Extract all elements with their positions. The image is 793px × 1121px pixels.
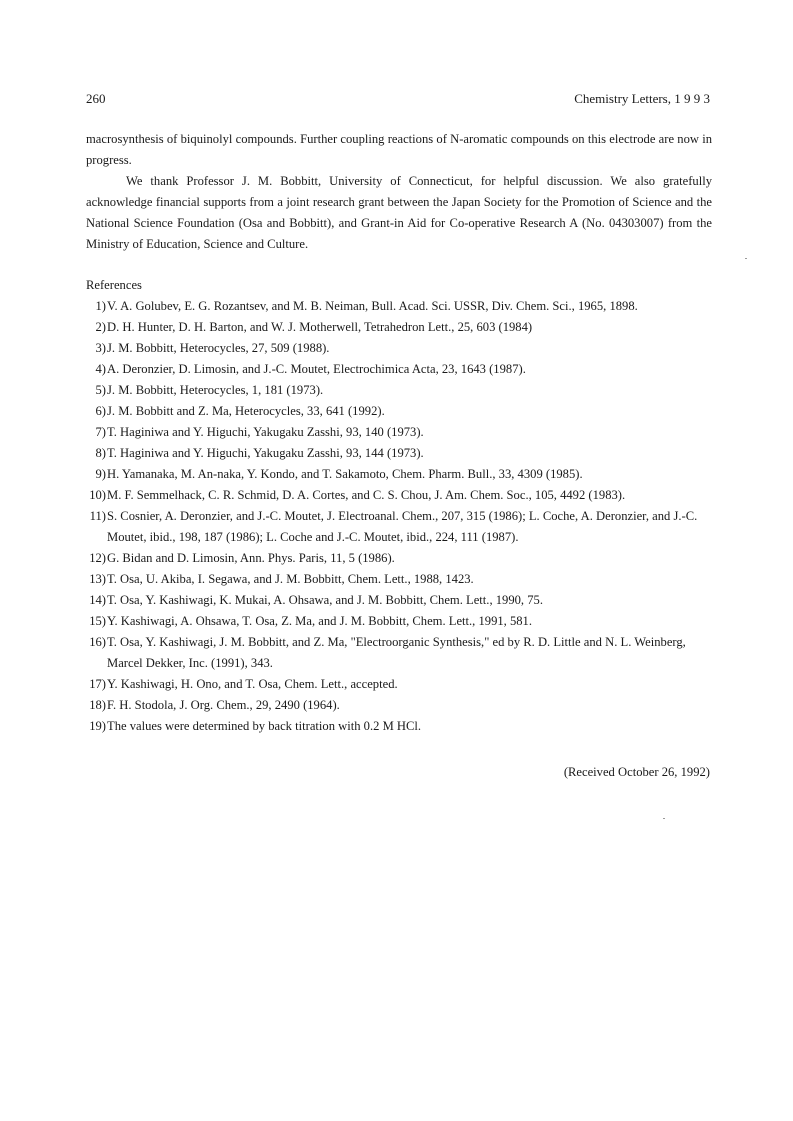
reference-text: J. M. Bobbitt and Z. Ma, Heterocycles, 33, 641 (1992). bbox=[107, 404, 385, 418]
reference-item bbox=[86, 695, 716, 716]
reference-item bbox=[86, 317, 716, 338]
reference-item bbox=[86, 296, 716, 317]
reference-item bbox=[86, 443, 716, 464]
page-number: 260 bbox=[86, 91, 106, 106]
reference-text: F. H. Stodola, J. Org. Chem., 29, 2490 (1964). bbox=[107, 698, 340, 712]
reference-number: 18) bbox=[89, 698, 106, 712]
reference-text: G. Bidan and D. Limosin, Ann. Phys. Paris, 11, 5 (1986). bbox=[107, 551, 395, 565]
reference-number: 3) bbox=[95, 341, 106, 355]
reference-item bbox=[86, 464, 716, 485]
reference-number: 19) bbox=[89, 719, 106, 733]
reference-text: T. Haginiwa and Y. Higuchi, Yakugaku Zasshi, 93, 144 (1973). bbox=[107, 446, 424, 460]
reference-text: T. Haginiwa and Y. Higuchi, Yakugaku Zasshi, 93, 140 (1973). bbox=[107, 425, 424, 439]
references-heading: References bbox=[86, 278, 142, 292]
reference-list bbox=[86, 296, 716, 737]
scan-speck bbox=[745, 258, 747, 259]
reference-number: 12) bbox=[89, 551, 106, 565]
reference-item bbox=[86, 485, 716, 506]
reference-text: T. Osa, U. Akiba, I. Segawa, and J. M. Bobbitt, Chem. Lett., 1988, 1423. bbox=[107, 572, 474, 586]
reference-item bbox=[86, 359, 716, 380]
reference-item bbox=[86, 569, 716, 590]
reference-text: Y. Kashiwagi, H. Ono, and T. Osa, Chem. Lett., accepted. bbox=[107, 677, 398, 691]
reference-item bbox=[86, 632, 716, 674]
reference-number: 7) bbox=[95, 425, 106, 439]
reference-text: S. Cosnier, A. Deronzier, and J.-C. Moutet, J. Electroanal. Chem., 207, 315 (1986); L. Coche, A. Deronzier, and J.-C. Moutet, ibid., 198, 187 (1986); L. Coche and J.-C. Moutet, ibid., 224, 111 (1987). bbox=[107, 509, 698, 544]
reference-item bbox=[86, 401, 716, 422]
reference-item bbox=[86, 338, 716, 359]
reference-text: V. A. Golubev, E. G. Rozantsev, and M. B. Neiman, Bull. Acad. Sci. USSR, Div. Chem. Sci., 1965, 1898. bbox=[107, 299, 638, 313]
reference-text: Y. Kashiwagi, A. Ohsawa, T. Osa, Z. Ma, and J. M. Bobbitt, Chem. Lett., 1991, 581. bbox=[107, 614, 533, 628]
reference-item bbox=[86, 674, 716, 695]
acknowledgement-paragraph: We thank Professor J. M. Bobbitt, University of Connecticut, for helpful discussion. We also gratefully acknowledge financial supports from a joint research grant between the Japan Society for the Promotion of Science and the National Science Foundation (Osa and Bobbitt), and Grant-in Aid for Co-operative Research A (No. 04303007) from the Ministry of Education, Science and Culture. bbox=[86, 174, 712, 251]
received-date: (Received October 26, 1992) bbox=[563, 765, 710, 779]
reference-item bbox=[86, 611, 716, 632]
reference-item bbox=[86, 422, 716, 443]
reference-item bbox=[86, 590, 716, 611]
reference-number: 5) bbox=[95, 383, 106, 397]
reference-number: 10) bbox=[89, 488, 106, 502]
reference-text: A. Deronzier, D. Limosin, and J.-C. Moutet, Electrochimica Acta, 23, 1643 (1987). bbox=[107, 362, 526, 376]
reference-number: 16) bbox=[89, 635, 106, 649]
reference-text: J. M. Bobbitt, Heterocycles, 1, 181 (1973). bbox=[107, 383, 324, 397]
body-text bbox=[86, 129, 712, 255]
reference-text: T. Osa, Y. Kashiwagi, K. Mukai, A. Ohsawa, and J. M. Bobbitt, Chem. Lett., 1990, 75. bbox=[107, 593, 543, 607]
reference-number: 4) bbox=[95, 362, 106, 376]
reference-item bbox=[86, 380, 716, 401]
reference-number: 13) bbox=[89, 572, 106, 586]
reference-number: 1) bbox=[95, 299, 106, 313]
reference-item bbox=[86, 716, 716, 737]
reference-number: 17) bbox=[89, 677, 106, 691]
reference-text: T. Osa, Y. Kashiwagi, J. M. Bobbitt, and Z. Ma, "Electroorganic Synthesis," ed by R. D. Little and N. L. Weinberg, Marcel Dekker, Inc. (1991), 343. bbox=[107, 635, 686, 670]
reference-text: J. M. Bobbitt, Heterocycles, 27, 509 (1988). bbox=[107, 341, 330, 355]
body-paragraph-1: macrosynthesis of biquinolyl compounds. Further coupling reactions of N-aromatic compounds on this electrode are now in progress. bbox=[86, 132, 712, 167]
reference-number: 14) bbox=[89, 593, 106, 607]
reference-item bbox=[86, 506, 716, 548]
reference-number: 8) bbox=[95, 446, 106, 460]
scan-speck bbox=[663, 818, 665, 819]
reference-number: 15) bbox=[89, 614, 106, 628]
reference-number: 11) bbox=[89, 509, 106, 523]
running-header bbox=[86, 91, 710, 107]
reference-number: 6) bbox=[95, 404, 106, 418]
reference-number: 2) bbox=[95, 320, 106, 334]
reference-number: 9) bbox=[95, 467, 106, 481]
reference-text: M. F. Semmelhack, C. R. Schmid, D. A. Cortes, and C. S. Chou, J. Am. Chem. Soc., 105, 4492 (1983). bbox=[107, 488, 626, 502]
journal-name: Chemistry Letters, 1 9 9 3 bbox=[574, 91, 710, 106]
reference-item bbox=[86, 548, 716, 569]
reference-text: D. H. Hunter, D. H. Barton, and W. J. Motherwell, Tetrahedron Lett., 25, 603 (1984) bbox=[107, 320, 533, 334]
reference-text: H. Yamanaka, M. An-naka, Y. Kondo, and T. Sakamoto, Chem. Pharm. Bull., 33, 4309 (1985). bbox=[107, 467, 583, 481]
reference-text: The values were determined by back titration with 0.2 M HCl. bbox=[107, 719, 422, 733]
